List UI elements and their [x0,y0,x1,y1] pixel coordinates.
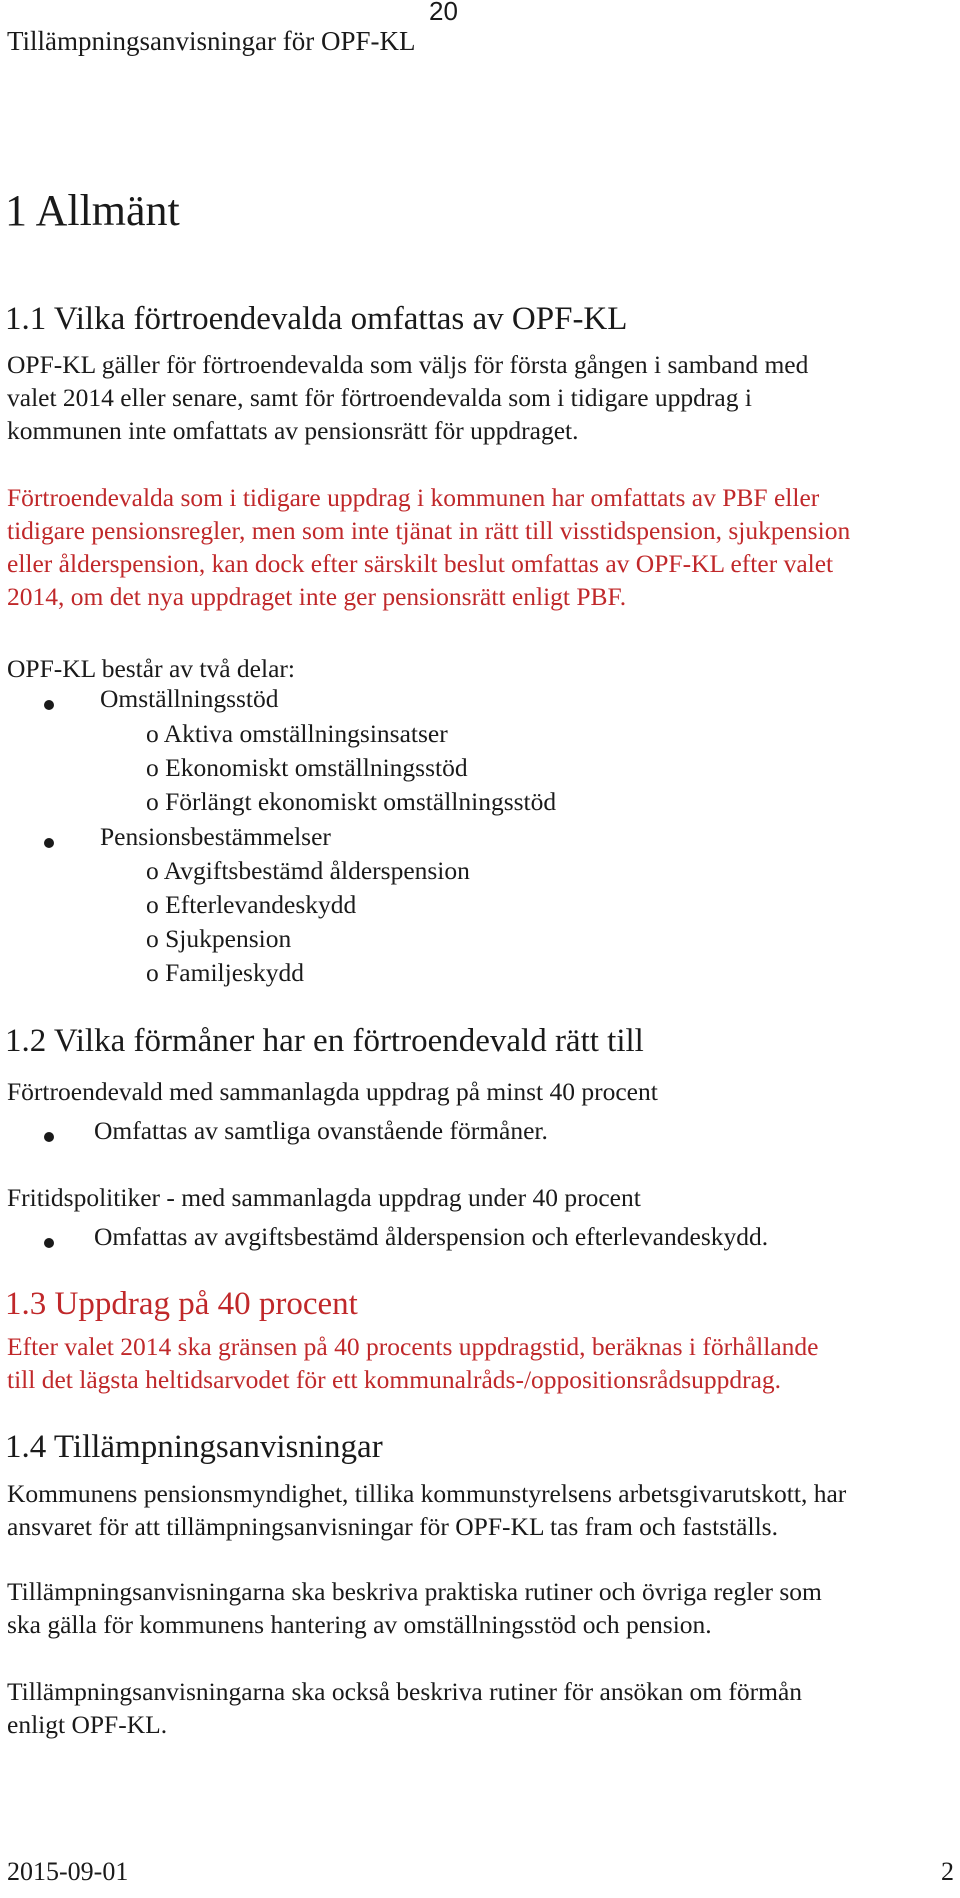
text-line: tidigare pensionsregler, men som inte tjänat in rätt till visstidspension, sjukpension [7,516,851,545]
paragraph-ansokan [7,1675,802,1741]
text-line: Efter valet 2014 ska gränsen på 40 procents uppdragstid, beräknas i förhållande [7,1332,819,1361]
text-line: valet 2014 eller senare, samt för förtroendevalda som i tidigare uppdrag i [7,383,752,412]
text-line: ansvaret för att tillämpningsanvisningar för OPF-KL tas fram och fastställs. [7,1512,778,1541]
list-item-label: Pensionsbestämmelser [100,822,331,851]
sub-list-item: o Familjeskydd [146,958,304,987]
bullet-icon [44,1238,54,1248]
text-line: eller ålderspension, kan dock efter särskilt beslut omfattas av OPF-KL efter valet [7,549,834,578]
bullet-icon [44,700,54,710]
paragraph-opf-kl-parts: OPF-KL består av två delar: [7,654,295,683]
text-line: till det lägsta heltidsarvodet för ett kommunalråds-/oppositionsrådsuppdrag. [7,1365,782,1394]
text-line: Förtroendevalda som i tidigare uppdrag i kommunen har omfattats av PBF eller [7,483,820,512]
text-line: 2014, om det nya uppdraget inte ger pensionsrätt enligt PBF. [7,582,627,611]
heading-1-1: 1.1 Vilka förtroendevalda omfattas av OPF-KL [5,301,628,337]
text-line: Kommunens pensionsmyndighet, tillika kommunstyrelsens arbetsgivarutskott, har [7,1479,847,1508]
bullet-icon [44,1132,54,1142]
paragraph-opf-kl-scope [7,348,808,447]
footer-date: 2015-09-01 [7,1857,129,1886]
sub-list-item: o Avgiftsbestämd ålderspension [146,856,470,885]
page-number-top: 20 [429,0,458,26]
paragraph-pbf-exception [7,481,850,613]
paragraph-pensionsmyndighet [7,1477,846,1543]
paragraph-min-40: Förtroendevald med sammanlagda uppdrag på minst 40 procent [7,1077,658,1106]
heading-1-3: 1.3 Uppdrag på 40 procent [5,1286,358,1322]
bullet-icon [44,838,54,848]
sub-list-item: o Förlängt ekonomiskt omställningsstöd [146,787,557,816]
heading-allmant: 1 Allmänt [5,186,180,235]
sub-list-item: o Aktiva omställningsinsatser [146,719,448,748]
sub-list-item: o Sjukpension [146,924,292,953]
heading-1-2: 1.2 Vilka förmåner har en förtroendevald rätt till [5,1023,644,1059]
list-item-label: Omfattas av samtliga ovanstående förmåner. [94,1116,548,1145]
paragraph-rutiner [7,1575,822,1641]
heading-1-4: 1.4 Tillämpningsanvisningar [5,1429,383,1465]
paragraph-40-procent [7,1330,818,1396]
text-line: Tillämpningsanvisningarna ska också beskriva rutiner för ansökan om förmån [7,1677,803,1706]
text-line: Tillämpningsanvisningarna ska beskriva praktiska rutiner och övriga regler som [7,1577,822,1606]
text-line: enligt OPF-KL. [7,1710,168,1739]
text-line: ska gälla för kommunens hantering av omställningsstöd och pension. [7,1610,712,1639]
sub-list-item: o Efterlevandeskydd [146,890,357,919]
list-item-label: Omställningsstöd [100,684,279,713]
paragraph-fritidspolitiker: Fritidspolitiker - med sammanlagda uppdrag under 40 procent [7,1183,641,1212]
sub-list-item: o Ekonomiskt omställningsstöd [146,753,468,782]
running-header: Tillämpningsanvisningar för OPF-KL [7,26,416,56]
footer-page-number: 2 [941,1857,954,1886]
list-item-label: Omfattas av avgiftsbestämd ålderspension och efterlevandeskydd. [94,1222,769,1251]
text-line: OPF-KL gäller för förtroendevalda som väljs för första gången i samband med [7,350,809,379]
text-line: kommunen inte omfattats av pensionsrätt för uppdraget. [7,416,579,445]
